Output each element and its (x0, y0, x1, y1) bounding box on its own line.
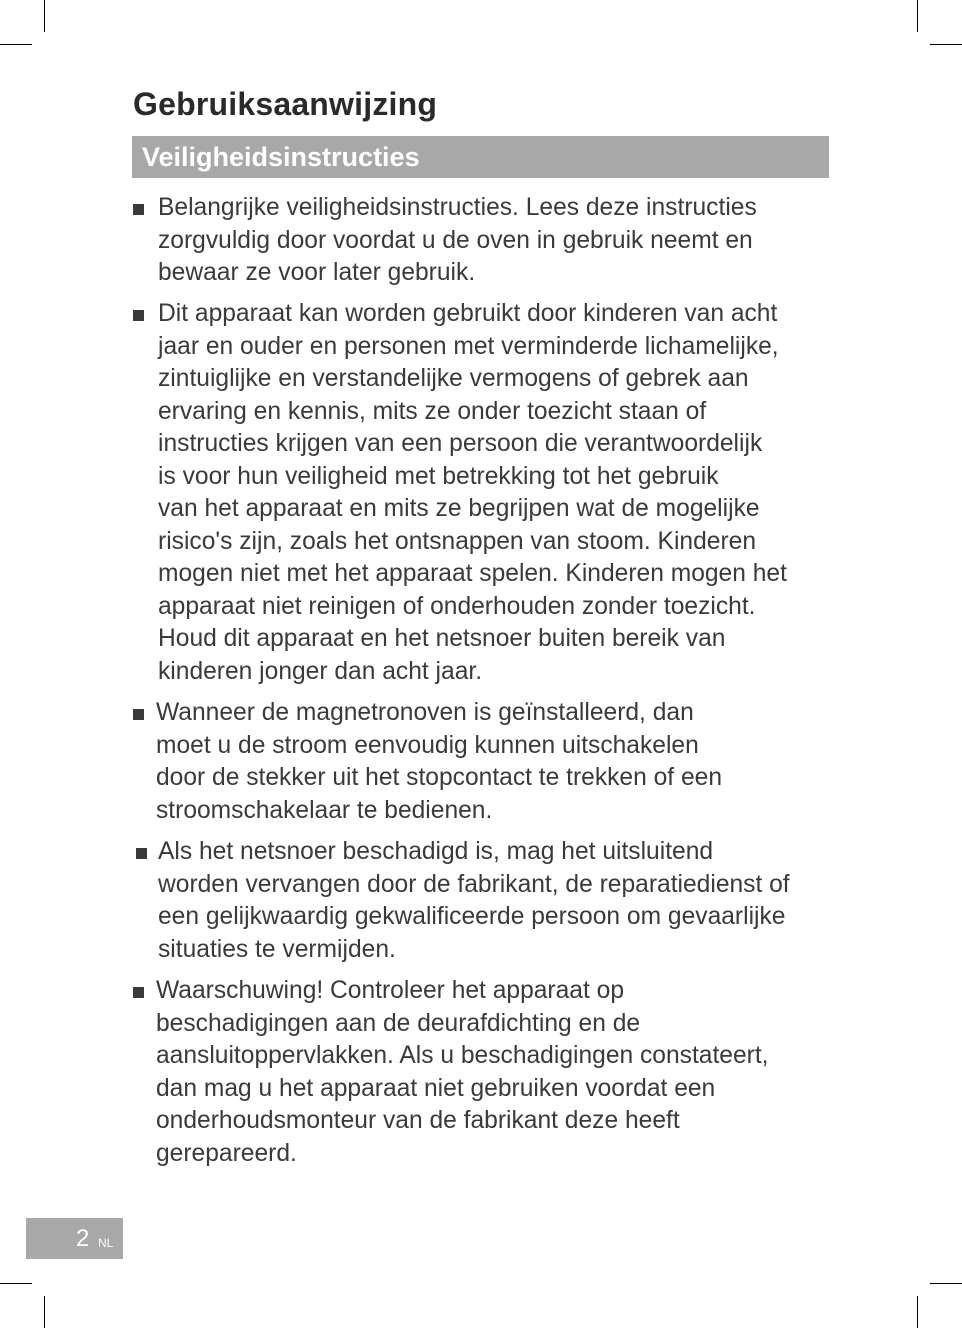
section-header (132, 136, 829, 178)
list-item-text: Waarschuwing! Controleer het apparaat op beschadigingen aan de deurafdichting en de aansluitoppervlakken. Als u beschadigingen constateert, dan mag u het apparaat niet gebruiken voordat een onderhoudsmonteur van de fabrikant deze heeft gerepareerd. (156, 977, 769, 1167)
list-item (133, 192, 757, 290)
list-item (133, 975, 769, 1170)
bullet-square-icon (133, 987, 144, 998)
bullet-square-icon (133, 709, 144, 720)
list-item (133, 298, 787, 688)
crop-mark (917, 1296, 918, 1328)
bullet-square-icon (136, 848, 147, 859)
page-number-badge (26, 1218, 123, 1259)
crop-mark (44, 1296, 45, 1328)
list-item-text: Als het netsnoer beschadigd is, mag het uitsluitend worden vervangen door de fabrikant, de reparatiedienst of een gelijkwaardig gekwalificeerde persoon om gevaarlijke situaties te vermijden. (158, 838, 790, 963)
crop-mark (44, 0, 45, 32)
crop-mark (917, 0, 918, 32)
language-code: NL (98, 1236, 114, 1250)
list-item (133, 697, 722, 827)
crop-mark (930, 44, 962, 45)
crop-mark (0, 1283, 32, 1284)
crop-mark (0, 44, 32, 45)
section-title: Veiligheidsinstructies (142, 141, 420, 172)
page-title: Gebruiksaanwijzing (133, 86, 438, 122)
crop-mark (930, 1283, 962, 1284)
list-item-text: Belangrijke veiligheidsinstructies. Lees deze instructies zorgvuldig door voordat u de oven in gebruik neemt en bewaar ze voor later gebruik. (158, 194, 757, 286)
list-item-text: Wanneer de magnetronoven is geïnstalleerd, dan moet u de stroom eenvoudig kunnen uitschakelen door de stekker uit het stopcontact te trekken of een stroomschakelaar te bedienen. (156, 699, 722, 824)
page-number: 2 (76, 1225, 90, 1252)
list-item-text: Dit apparaat kan worden gebruikt door kinderen van acht jaar en ouder en personen met verminderde lichamelijke, zintuiglijke en verstandelijke vermogens of gebrek aan ervaring en kennis, mits ze onder toezicht staan of instructies krijgen van een persoon die verantwoordelijk is voor hun veiligheid met betrekking tot het gebruik van het apparaat en mits ze begrijpen wat de mogelijke risico's zijn, zoals het ontsnappen van stoom. Kinderen mogen niet met het apparaat spelen. Kinderen mogen het apparaat niet reinigen of onderhouden zonder toezicht. Houd dit apparaat en het netsnoer buiten bereik van kinderen jonger dan acht jaar. (158, 300, 787, 685)
bullet-square-icon (133, 310, 144, 321)
bullet-square-icon (133, 204, 144, 215)
list-item (133, 836, 790, 966)
